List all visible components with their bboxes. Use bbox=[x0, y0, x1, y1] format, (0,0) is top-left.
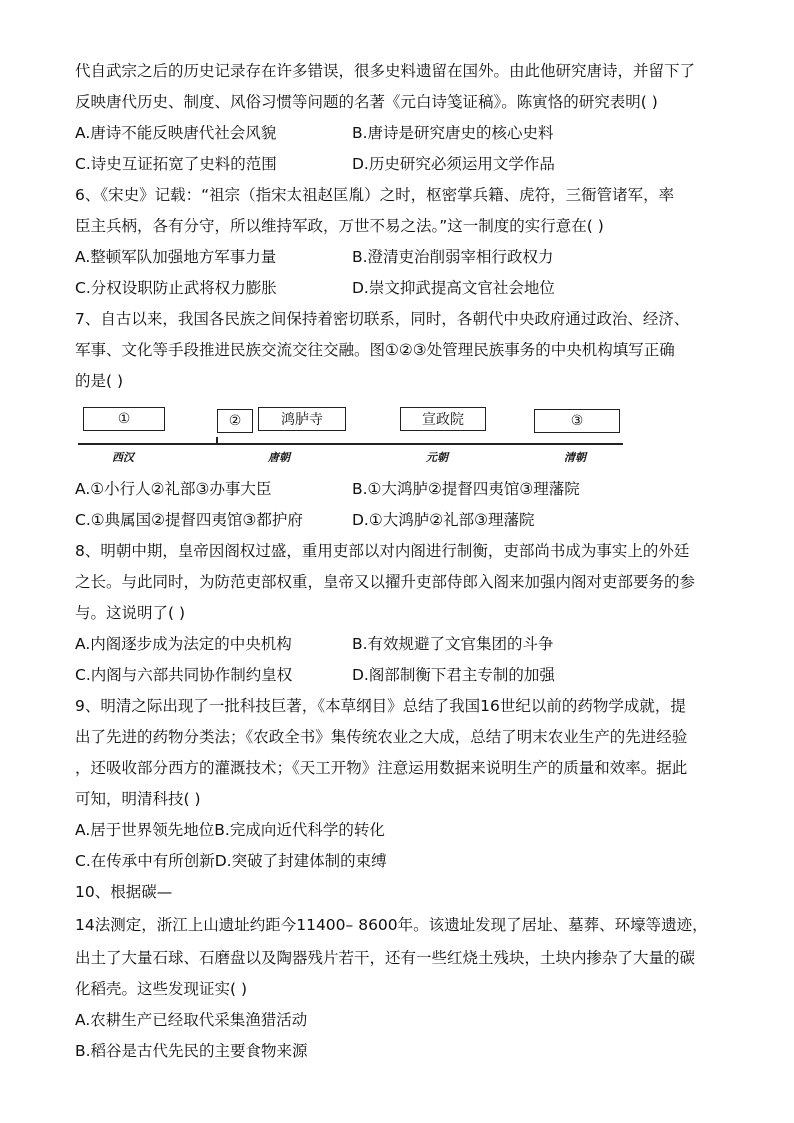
q5-option-b: B.唐诗是研究唐史的核心史料 bbox=[352, 124, 554, 142]
q6-option-b: B.澄清吏治削弱宰相行政权力 bbox=[352, 248, 554, 266]
q9-options-cd: C.在传承中有所创新D.突破了封建体制的束缚 bbox=[75, 852, 387, 870]
q9-text-line-2: 出了先进的药物分类法；《农政全书》集传统农业之大成，总结了明末农业生产的先进经验 bbox=[75, 728, 688, 746]
q8-text-line-1: 8、明朝中期，皇帝因阁权过盛，重用吏部以对内阁进行制衡，吏部尚书成为事实上的外廷 bbox=[75, 542, 690, 560]
q7-text-line-2: 军事、文化等手段推进民族交流交往交融。图①②③处管理民族事务的中央机构填写正确 bbox=[75, 341, 675, 359]
q8-option-c: C.内阁与六部共同协作制约皇权 bbox=[75, 666, 293, 684]
q7-option-d: D.①大鸿胪②礼部③理藩院 bbox=[352, 511, 535, 529]
q7-option-a: A.①小行人②礼部③办事大臣 bbox=[75, 480, 272, 498]
era-label-tang: 唐朝 bbox=[268, 451, 290, 464]
timeline-box-xuanzhengyuan: 宣政院 bbox=[400, 407, 486, 431]
q6-option-c: C.分权设职防止武将权力膨胀 bbox=[75, 279, 277, 297]
timeline-box-2: ② bbox=[217, 409, 253, 433]
timeline-box-honglusi: 鸿胪寺 bbox=[258, 407, 346, 431]
q10-option-a: A.农耕生产已经取代采集渔猎活动 bbox=[75, 1011, 308, 1029]
q10-text-line-2: 14法测定，浙江上山遗址约距今11400– 8600年。该遗址发现了居址、墓葬、环壕等遗迹， bbox=[75, 916, 708, 934]
q7-text-line-3: 的是( ) bbox=[75, 372, 124, 390]
q6-option-a: A.整顿军队加强地方军事力量 bbox=[75, 248, 277, 266]
q5-text-line-1: 代自武宗之后的历史记录存在许多错误，很多史料遗留在国外。由此他研究唐诗，并留下了 bbox=[75, 62, 696, 80]
timeline-axis bbox=[78, 443, 623, 445]
timeline-box-3: ③ bbox=[534, 409, 620, 433]
q5-option-a: A.唐诗不能反映唐代社会风貌 bbox=[75, 124, 277, 142]
q9-options-ab: A.居于世界领先地位B.完成向近代科学的转化 bbox=[75, 821, 385, 839]
era-label-xihan: 西汉 bbox=[112, 451, 134, 464]
q10-text-line-1: 10、根据碳— bbox=[75, 883, 173, 901]
q8-option-a: A.内阁逐步成为法定的中央机构 bbox=[75, 635, 292, 653]
q5-text-line-2: 反映唐代历史、制度、风俗习惯等问题的名著《元白诗笺证稿》。陈寅恪的研究表明( ) bbox=[75, 93, 658, 111]
q7-option-b: B.①大鸿胪②提督四夷馆③理藩院 bbox=[352, 480, 580, 498]
q5-option-c: C.诗史互证拓宽了史料的范围 bbox=[75, 155, 277, 173]
q6-text-line-1: 6、《宋史》记载：“祖宗（指宋太祖赵匡胤）之时，枢密掌兵籍、虎符，三衙管诸军，率 bbox=[75, 186, 675, 204]
era-label-yuan: 元朝 bbox=[426, 451, 448, 464]
q7-text-line-1: 7、自古以来，我国各民族之间保持着密切联系，同时，各朝代中央政府通过政治、经济、 bbox=[75, 310, 690, 328]
q8-text-line-3: 与。这说明了( ) bbox=[75, 604, 186, 622]
q7-option-c: C.①典属国②提督四夷馆③都护府 bbox=[75, 511, 303, 529]
q9-text-line-4: 可知，明清科技( ) bbox=[75, 790, 201, 808]
timeline-tick bbox=[216, 437, 218, 444]
dynasty-timeline-figure bbox=[78, 404, 623, 466]
q8-option-d: D.阁部制衡下君主专制的加强 bbox=[352, 666, 555, 684]
q10-option-b: B.稻谷是古代先民的主要食物来源 bbox=[75, 1042, 308, 1060]
era-label-qing: 清朝 bbox=[564, 451, 586, 464]
q8-option-b: B.有效规避了文官集团的斗争 bbox=[352, 635, 554, 653]
q10-text-line-4: 化稻壳。这些发现证实( ) bbox=[75, 980, 248, 998]
q10-text-line-3: 出土了大量石球、石磨盘以及陶器残片若干，还有一些红烧土残块，土块内掺杂了大量的碳 bbox=[75, 949, 696, 967]
timeline-box-1: ① bbox=[83, 407, 165, 431]
q6-text-line-2: 臣主兵柄，各有分守，所以维持军政，万世不易之法。”这一制度的实行意在( ) bbox=[75, 217, 604, 235]
q8-text-line-2: 之长。与此同时，为防范吏部权重，皇帝又以擢升吏部侍郎入阁来加强内阁对吏部要务的参 bbox=[75, 573, 696, 591]
q6-option-d: D.崇文抑武提高文官社会地位 bbox=[352, 279, 555, 297]
q9-text-line-3: ，还吸收部分西方的灌溉技术；《天工开物》注意运用数据来说明生产的质量和效率。据此 bbox=[75, 759, 688, 777]
q5-option-d: D.历史研究必须运用文学作品 bbox=[352, 155, 555, 173]
q9-text-line-1: 9、明清之际出现了一批科技巨著，《本草纲目》总结了我国16世纪以前的药物学成就，提 bbox=[75, 697, 686, 715]
